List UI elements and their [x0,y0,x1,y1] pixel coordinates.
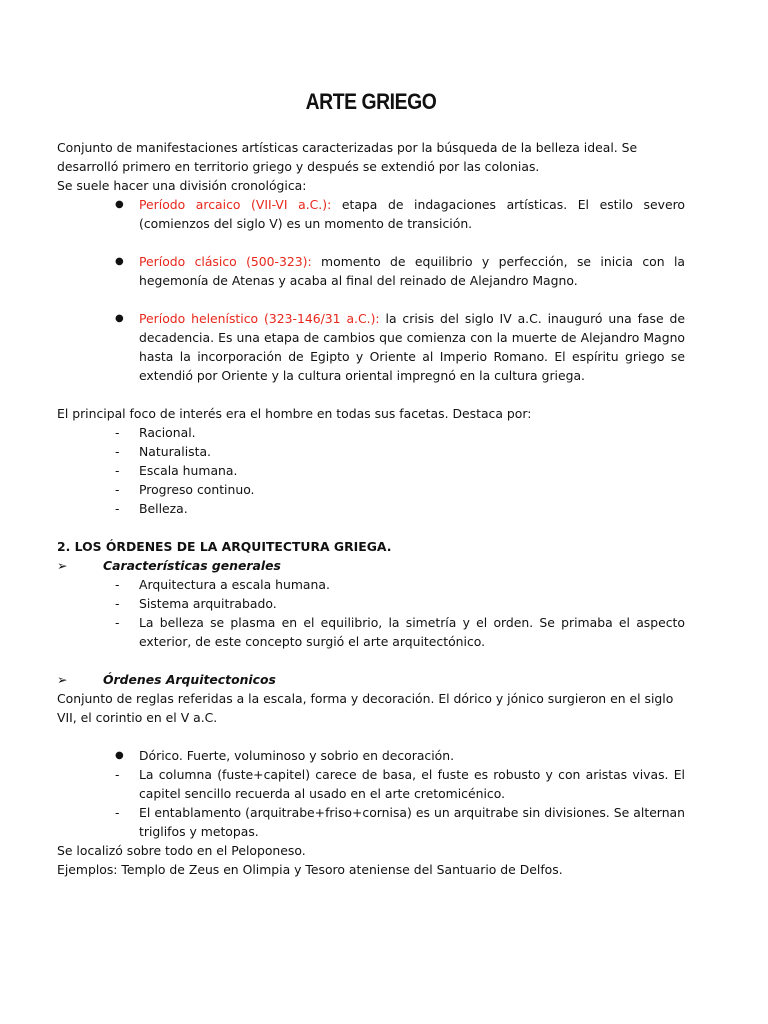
list-item: - Sistema arquitrabado. [115,596,277,611]
period-item-helenistico [57,309,685,385]
period-item-clasico [57,252,685,290]
period-text: momento de equilibrio y perfección, se inicia con la hegemonía de Atenas y acaba al final del reinado de Alejandro Magno. [139,254,685,288]
bullet-marker: ● [115,313,124,324]
intro-paragraph: Conjunto de manifestaciones artísticas caracterizadas por la búsqueda de la belleza ideal. Se desarrolló primero en territorio griego y después se extendió por las colonias. [57,140,638,174]
arrow-icon: ➢ [57,558,68,573]
period-name: Período clásico (500-323): [139,254,312,269]
list-item: - Racional. [115,425,196,440]
period-text: etapa de indagaciones artísticas. El estilo severo (comienzos del siglo V) es un momento de transición. [139,197,685,231]
list-item: - Belleza. [115,501,188,516]
subsection-label: Órdenes Arquitectonicos [103,672,276,687]
orders-paragraph: Conjunto de reglas referidas a la escala, forma y decoración. El dórico y jónico surgieron en el siglo VII, el corintio en el V a.C. [57,691,674,725]
arrow-icon: ➢ [57,672,68,687]
subsection-general [57,556,685,575]
list-item: - El entablamento (arquitrabe+friso+cornisa) es un arquitrabe sin divisiones. Se alternan triglifos y metopas. [115,805,685,839]
subsection-label: Características generales [103,558,281,573]
period-name: Período helenístico (323-146/31 a.C.): [139,311,380,326]
subsection-orders [57,670,685,689]
interest-line: El principal foco de interés era el hombre en todas sus facetas. Destaca por: [57,406,532,421]
list-item: - Progreso continuo. [115,482,255,497]
list-item: - Arquitectura a escala humana. [115,577,330,592]
document-page [57,88,685,879]
page-title: ARTE GRIEGO [305,89,437,114]
section-heading: 2. LOS ÓRDENES DE LA ARQUITECTURA GRIEGA. [57,539,392,554]
doric-item: ● Dórico. Fuerte, voluminoso y sobrio en decoración. [57,746,685,765]
period-name: Período arcaico (VII-VI a.C.): [139,197,332,212]
bullet-marker: ● [115,256,124,267]
bullet-marker: ● [115,750,124,761]
list-item: - Naturalista. [115,444,211,459]
bullet-marker: ● [115,199,124,210]
examples-line: Ejemplos: Templo de Zeus en Olimpia y Tesoro ateniense del Santuario de Delfos. [57,862,563,877]
list-item: - Escala humana. [115,463,238,478]
list-item: - La belleza se plasma en el equilibrio, la simetría y el orden. Se primaba el aspecto exterior, de este concepto surgió el arte arquitectónico. [115,615,685,649]
period-text: la crisis del siglo IV a.C. inauguró una fase de decadencia. Es una etapa de cambios que comienza con la muerte de Alejandro Magno hasta la incorporación de Egipto y Oriente al Imperio Romano. El espíritu griego se extendió por Oriente y la cultura oriental impregnó en la cultura griega. [139,311,685,383]
list-item: - La columna (fuste+capitel) carece de basa, el fuste es robusto y con aristas vivas. El capitel sencillo recuerda al usado en el arte cretomicénico. [115,767,685,801]
location-line: Se localizó sobre todo en el Peloponeso. [57,843,306,858]
period-item-arcaico [57,195,685,233]
division-line: Se suele hacer una división cronológica: [57,178,307,193]
